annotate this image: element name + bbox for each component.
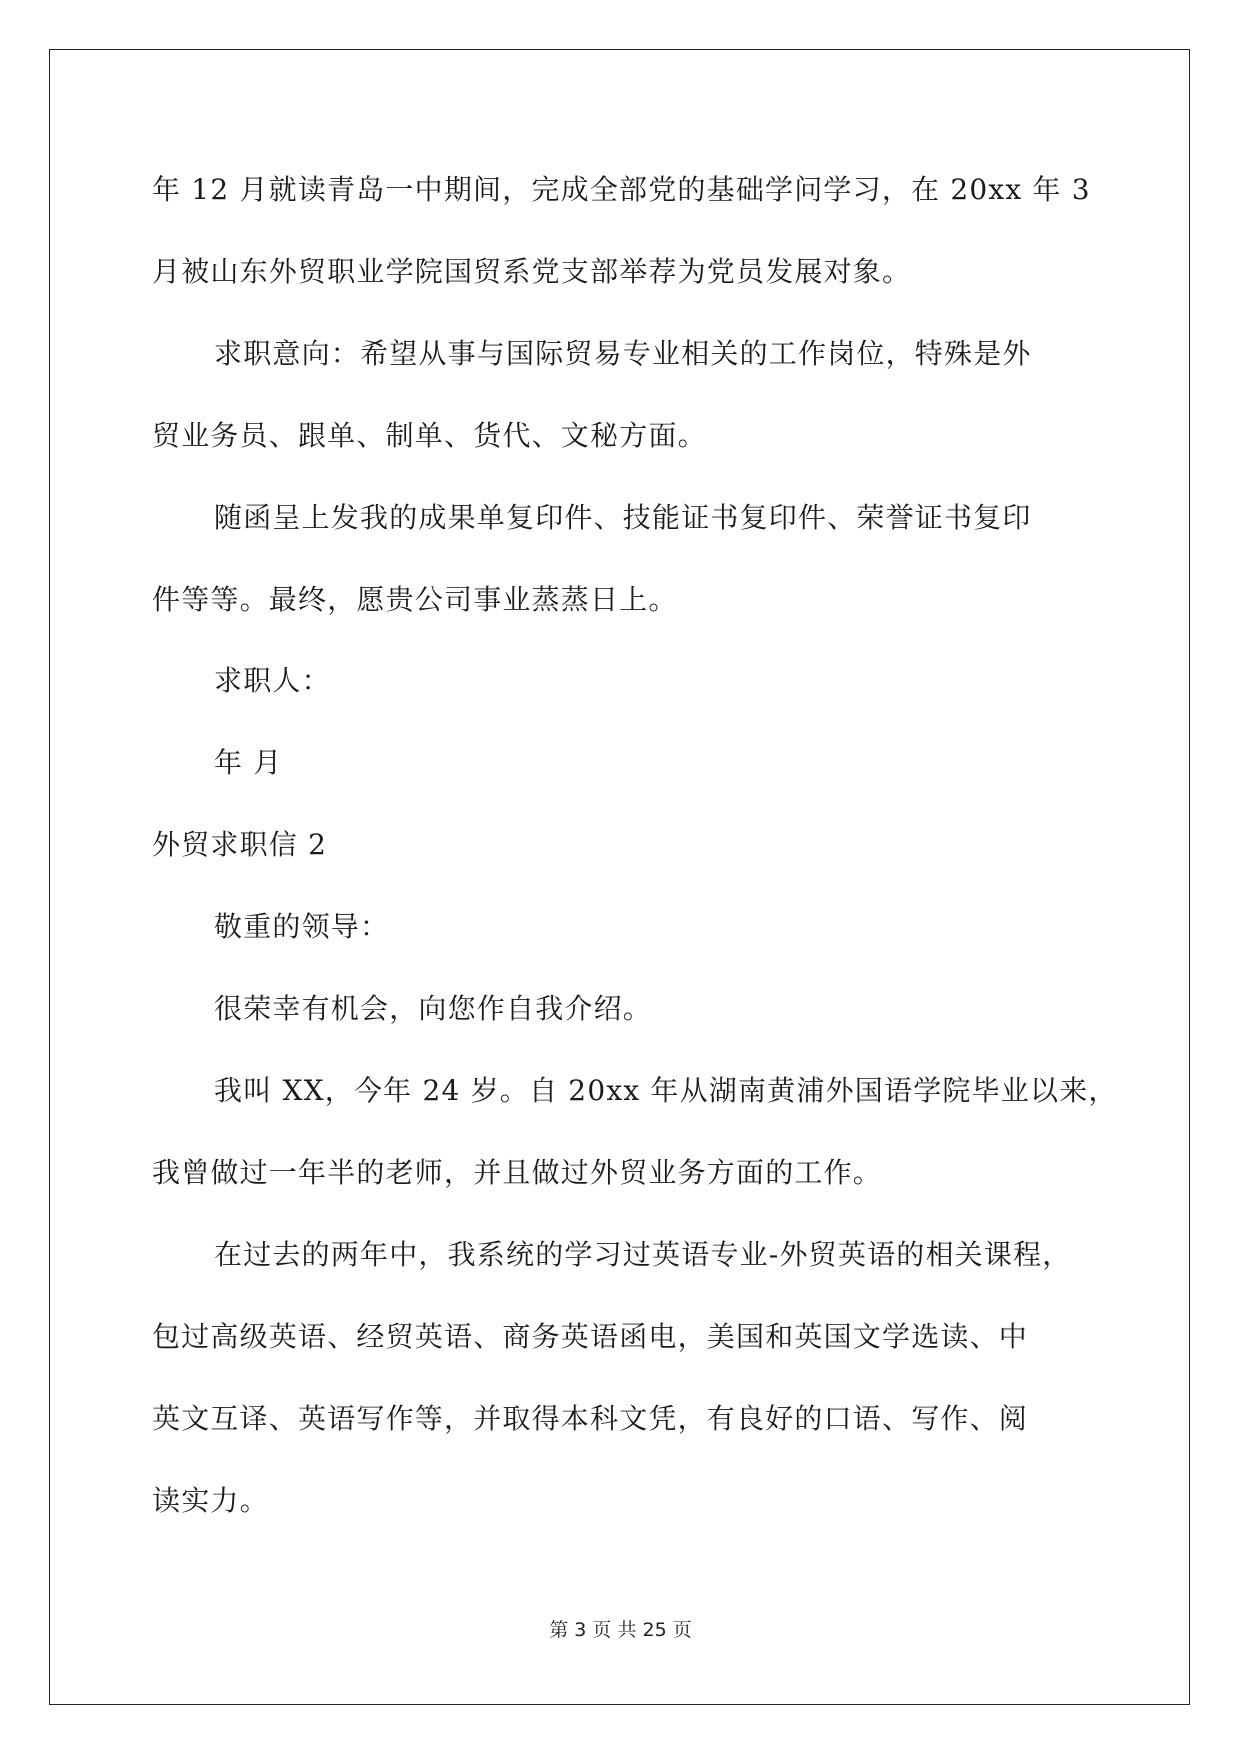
page-number-footer: 第 3 页 共 25 页 — [549, 1619, 692, 1641]
applicant-label: 求职人： — [214, 664, 331, 697]
paragraph-line: 在过去的两年中，我系统的学习过英语专业-外贸英语的相关课程， — [214, 1238, 1072, 1271]
body-line: 年 12 月就读青岛一中期间，完成全部党的基础学问学习，在 20xx 年 3 — [152, 173, 1091, 206]
paragraph-line: 随函呈上发我的成果单复印件、技能证书复印件、荣誉证书复印 — [214, 501, 1032, 534]
section-heading: 外贸求职信 2 — [152, 828, 328, 861]
paragraph-line: 我叫 XX，今年 24 岁。自 20xx 年从湖南黄浦外国语学院毕业以来， — [214, 1074, 1118, 1107]
body-line: 包过高级英语、经贸英语、商务英语函电，美国和英国文学选读、中 — [152, 1320, 1029, 1353]
salutation: 敬重的领导： — [214, 910, 390, 943]
page-border — [49, 49, 1190, 1705]
paragraph-line: 很荣幸有机会，向您作自我介绍。 — [214, 992, 653, 1025]
body-line: 贸业务员、跟单、制单、货代、文秘方面。 — [152, 419, 707, 452]
date-line: 年 月 — [214, 746, 283, 779]
body-line: 我曾做过一年半的老师，并且做过外贸业务方面的工作。 — [152, 1156, 883, 1189]
paragraph-line: 求职意向：希望从事与国际贸易专业相关的工作岗位，特殊是外 — [214, 337, 1032, 370]
body-line: 读实力。 — [152, 1484, 269, 1517]
body-line: 英文互译、英语写作等，并取得本科文凭，有良好的口语、写作、阅 — [152, 1402, 1029, 1435]
body-line: 月被山东外贸职业学院国贸系党支部举荐为党员发展对象。 — [152, 255, 912, 288]
body-line: 件等等。最终，愿贵公司事业蒸蒸日上。 — [152, 583, 678, 616]
